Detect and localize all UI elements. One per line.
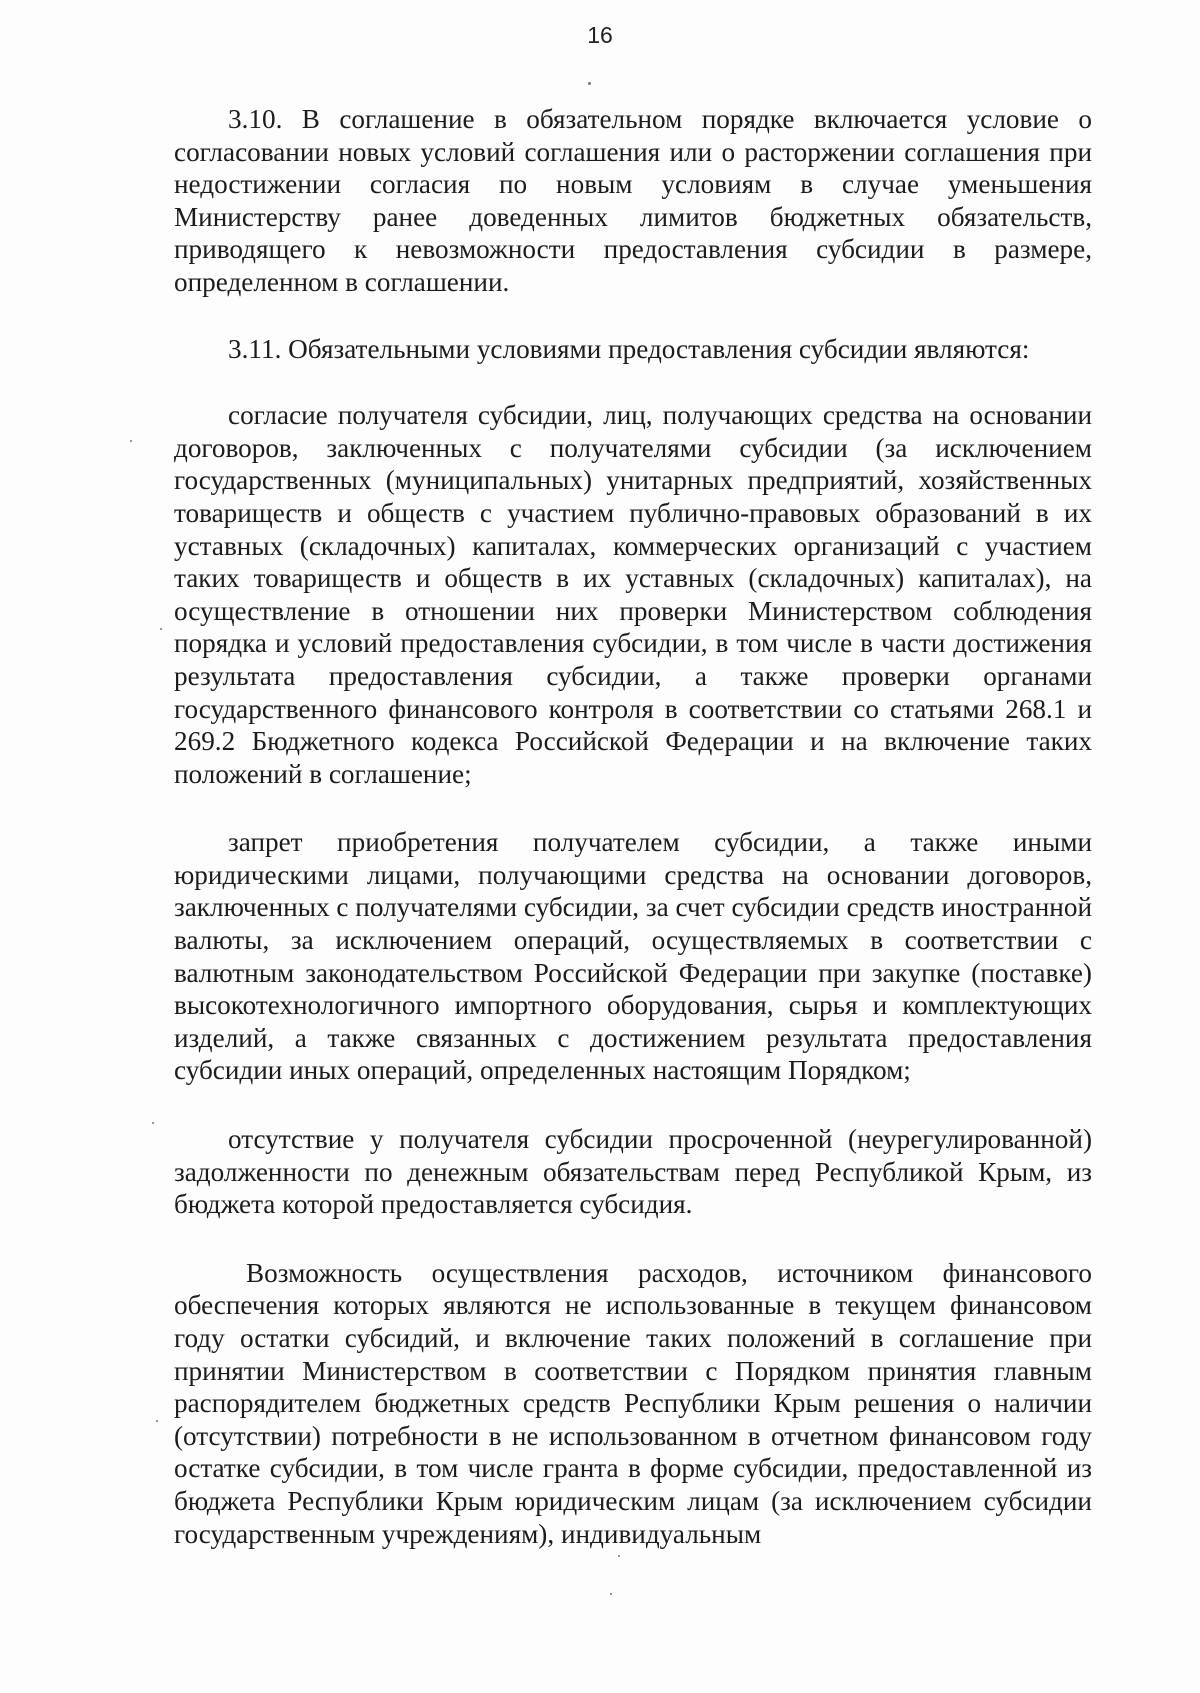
page-number: 16 [587, 22, 613, 48]
paragraph-currency-prohibition: запрет приобретения получателем субсидии, а также иными юридическими лицами, получающими средства на основании договоров, заключенных с получателями субсидии, за счет субсидии средств иностранной валюты, за исключением операций, осуществляемых в соответствии с валютным законодательством Российской Федерации при закупке (поставке) высокотехнологичного импортного оборудования, сырья и комплектующих изделий, а также связанных с достижением результата предоставления субсидии иных операций, определенных настоящим Порядком; [174, 827, 1092, 1086]
scan-speck [156, 1420, 158, 1422]
scan-speck [588, 82, 591, 85]
scan-speck [152, 1122, 154, 1124]
scan-speck [160, 628, 162, 630]
scan-speck [618, 1555, 620, 1557]
scan-speck [130, 440, 132, 442]
paragraph-3-11: 3.11. Обязательными условиями предоставления субсидии являются: [228, 333, 1030, 364]
paragraph-no-debt-condition: отсутствие у получателя субсидии просроченной (неурегулированной) задолженности по денежным обязательствам перед Республикой Крым, из бюджета которой предоставляется субсидия. [174, 1124, 1092, 1220]
paragraph-unused-balances: Возможность осуществления расходов, источником финансового обеспечения которых являются не использованные в текущем финансовом году остатки субсидий, и включение таких положений в соглашение при принятии Министерством в соответствии с Порядком принятия главным распорядителем бюджетных средств Республики Крым решения о наличии (отсутствии) потребности в не использованном в отчетном финансовом году остатке субсидии, в том числе гранта в форме субсидии, предоставленной из бюджета Республики Крым юридическим лицам (за исключением субсидии государственным учреждениям), индивидуальным [174, 1257, 1092, 1549]
paragraph-3-10: 3.10. В соглашение в обязательном порядке включается условие о согласовании новых условий соглашения или о расторжении соглашения при недостижении согласия по новым условиям в случае уменьшения Министерству ранее доведенных лимитов бюджетных обязательств, приводящего к невозможности предоставления субсидии в размере, определенном в соглашении. [174, 104, 1092, 297]
document-body [174, 103, 1092, 1550]
paragraph-consent-condition: согласие получателя субсидии, лиц, получающих средства на основании договоров, заключенных с получателями субсидии (за исключением государственных (муниципальных) унитарных предприятий, хозяйственных товариществ и обществ с участием публично-правовых образований в их уставных (складочных) капиталах, коммерческих организаций с участием таких товариществ и обществ в их уставных (складочных) капиталах), на осуществление в отношении них проверки Министерством соблюдения порядка и условий предоставления субсидии, в том числе в части достижения результата предоставления субсидии, а также проверки органами государственного финансового контроля в соответствии со статьями 268.1 и 269.2 Бюджетного кодекса Российской Федерации и на включение таких положений в соглашение; [174, 400, 1092, 789]
scan-speck [610, 1593, 612, 1595]
